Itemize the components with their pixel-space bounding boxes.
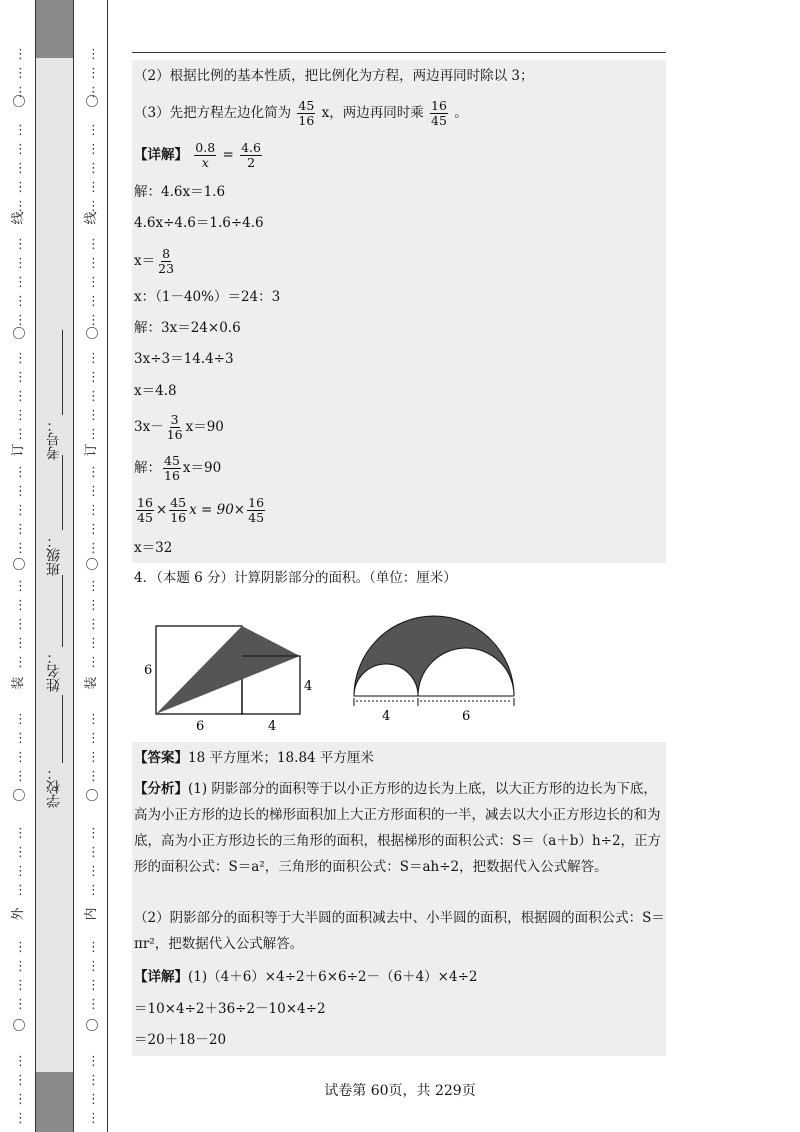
figure-semicircles xyxy=(346,604,522,728)
l8-prefix: 3x－ xyxy=(134,419,164,435)
frac-num: 4.6 xyxy=(241,140,261,155)
margin-dot: ⋮ xyxy=(87,959,100,974)
margin-dot: ⋮ xyxy=(87,294,100,309)
sol-line-5: 解：3x＝24×0.6 xyxy=(134,320,241,336)
margin-dot: ⋮ xyxy=(14,408,27,423)
margin-dot: ⋮ xyxy=(14,959,27,974)
margin-dot: ⋮ xyxy=(14,864,27,879)
frac-den: 16 xyxy=(166,427,183,442)
margin-char: 装 xyxy=(11,676,26,690)
margin-dot: ⋮ xyxy=(14,1092,27,1107)
margin-dot: ⋮ xyxy=(14,636,27,651)
margin-circle: 〇 xyxy=(85,327,99,342)
margin-dot: ⋮ xyxy=(14,845,27,860)
frac-den: 45 xyxy=(431,113,447,128)
margin-dot: ⋮ xyxy=(87,503,100,518)
fig2-label-left: 4 xyxy=(382,709,391,724)
margin-dot: ⋮ xyxy=(87,237,100,252)
frac-den: 23 xyxy=(158,261,175,276)
margin-dot: ⋮ xyxy=(87,85,100,100)
margin-dot: ⋮ xyxy=(14,617,27,632)
margin-dot: ⋮ xyxy=(14,731,27,746)
margin-dot: ⋮ xyxy=(87,351,100,366)
frac-den: 2 xyxy=(247,155,256,170)
margin-char: 装 xyxy=(84,676,99,690)
margin-char: 外 xyxy=(11,907,26,921)
margin-circle: 〇 xyxy=(85,95,99,110)
detail-line-2: ＝10×4÷2＋36÷2－10×4÷2 xyxy=(134,1001,326,1017)
l3-prefix: x＝ xyxy=(134,253,156,269)
l9-prefix: 解： xyxy=(134,460,161,476)
margin-dot: ⋮ xyxy=(87,427,100,442)
margin-dot: ⋮ xyxy=(87,845,100,860)
step3-line xyxy=(134,96,468,130)
detail-1-text: (1)（4＋6）×4÷2＋6×6÷2－（6＋4）×4÷2 xyxy=(188,969,478,985)
l10-fraction-b xyxy=(169,496,187,525)
margin-dot: ⋮ xyxy=(14,161,27,176)
margin-dot: ⋮ xyxy=(87,655,100,670)
l10-fraction-a xyxy=(136,496,154,525)
margin-dot: ⋮ xyxy=(87,750,100,765)
detail-eq1-line xyxy=(134,138,264,172)
margin-dot: ⋮ xyxy=(87,199,100,214)
fig1-label-right: 4 xyxy=(304,679,313,694)
sol-line-4: x：（1－40%）＝24：3 xyxy=(134,289,281,305)
margin-dot: ⋮ xyxy=(14,1073,27,1088)
margin-circle: 〇 xyxy=(12,789,26,804)
margin-dot: ⋮ xyxy=(14,123,27,138)
field-banji-line xyxy=(62,455,63,530)
answer-line xyxy=(134,748,374,768)
margin-dot: ⋮ xyxy=(14,541,27,556)
fig1-label-left: 6 xyxy=(144,663,153,678)
margin-dot: ⋮ xyxy=(14,237,27,252)
solution-shade xyxy=(132,60,666,563)
shaded-triangle xyxy=(156,626,300,714)
margin-dot: ⋮ xyxy=(87,180,100,195)
margin-dot: ⋮ xyxy=(87,408,100,423)
sol-line-7: x＝4.8 xyxy=(134,383,177,399)
step3-mid: x，两边再同时乘 xyxy=(321,105,424,121)
eq1-left-fraction xyxy=(194,141,216,170)
detail-label-2: 【详解】 xyxy=(134,969,188,985)
field-xuexiao: 学校： xyxy=(46,766,62,808)
l10-fraction-c xyxy=(247,496,265,525)
margin-dot: ⋮ xyxy=(14,769,27,784)
frac-den: x xyxy=(201,155,209,170)
sol-line-9 xyxy=(134,450,221,486)
margin-dot: ⋮ xyxy=(14,256,27,271)
margin-dot: ⋮ xyxy=(87,579,100,594)
margin-dot: ⋮ xyxy=(87,864,100,879)
band-top-cap xyxy=(36,0,73,58)
margin-dot: ⋮ xyxy=(14,579,27,594)
frac-num: 45 xyxy=(298,98,315,113)
step3-end: 。 xyxy=(454,105,468,121)
margin-circle: 〇 xyxy=(85,558,99,573)
margin-circle: 〇 xyxy=(12,95,26,110)
margin-dot: ⋮ xyxy=(14,389,27,404)
margin-dot: ⋮ xyxy=(14,66,27,81)
margin-dot: ⋮ xyxy=(87,123,100,138)
inner-dots xyxy=(84,0,100,1132)
analysis-label: 【分析】 xyxy=(134,781,188,797)
margin-dot: ⋮ xyxy=(87,1054,100,1069)
margin-dot: ⋮ xyxy=(14,997,27,1012)
margin-dot: ⋮ xyxy=(87,636,100,651)
margin-dot: ⋮ xyxy=(87,465,100,480)
answer-label: 【答案】 xyxy=(134,750,188,766)
step3-fraction2 xyxy=(430,99,448,128)
figure-squares xyxy=(138,618,328,740)
margin-dot: ⋮ xyxy=(14,351,27,366)
margin-dot: ⋮ xyxy=(87,161,100,176)
margin-dot: ⋮ xyxy=(14,826,27,841)
sol-line-3 xyxy=(134,243,177,279)
l10-times: × xyxy=(155,502,168,518)
margin-dot: ⋮ xyxy=(14,294,27,309)
field-banji: 班级： xyxy=(46,534,62,576)
margin-dot: ⋮ xyxy=(87,1111,100,1126)
margin-char: 内 xyxy=(84,907,99,921)
margin-dot: ⋮ xyxy=(87,598,100,613)
frac-den: 45 xyxy=(137,510,153,525)
frac-num: 16 xyxy=(248,495,265,510)
margin-circle: 〇 xyxy=(12,558,26,573)
frac-den: 45 xyxy=(248,510,265,525)
margin-dot: ⋮ xyxy=(14,313,27,328)
detail-line-3: ＝20＋18－20 xyxy=(134,1032,227,1048)
margin-dot: ⋮ xyxy=(87,940,100,955)
frac-den: 16 xyxy=(164,468,180,483)
sol-line-1: 解：4.6x＝1.6 xyxy=(134,184,226,200)
sol-line-11: x＝32 xyxy=(134,540,173,556)
detail-line-1 xyxy=(134,967,477,987)
margin-dot: ⋮ xyxy=(14,275,27,290)
margin-dot: ⋮ xyxy=(87,712,100,727)
margin-dot: ⋮ xyxy=(87,389,100,404)
sol-line-10 xyxy=(134,492,267,528)
content-border-line xyxy=(107,0,108,1132)
margin-char: 线 xyxy=(84,211,99,225)
margin-dot: ⋮ xyxy=(14,598,27,613)
fig1-label-bottom-left: 6 xyxy=(196,719,205,734)
margin-dot: ⋮ xyxy=(14,85,27,100)
margin-dot: ⋮ xyxy=(87,256,100,271)
frac-num: 45 xyxy=(170,495,187,510)
margin-dot: ⋮ xyxy=(14,883,27,898)
margin-dot: ⋮ xyxy=(87,142,100,157)
margin-circle: 〇 xyxy=(12,1019,26,1034)
margin-dot: ⋮ xyxy=(87,275,100,290)
margin-char: 订 xyxy=(11,443,26,457)
margin-dot: ⋮ xyxy=(87,769,100,784)
margin-dot: ⋮ xyxy=(87,66,100,81)
question4-title: 4．（本题 6 分）计算阴影部分的面积。（单位：厘米） xyxy=(134,570,457,586)
top-rule xyxy=(132,52,666,53)
margin-dot: ⋮ xyxy=(14,655,27,670)
eq1-equals: = xyxy=(222,147,234,163)
margin-dot: ⋮ xyxy=(87,313,100,328)
margin-dot: ⋮ xyxy=(87,541,100,556)
field-xingming: 姓名： xyxy=(46,650,62,692)
l8-fraction xyxy=(166,413,184,442)
margin-dot: ⋮ xyxy=(14,465,27,480)
l9-fraction xyxy=(163,454,181,483)
field-kaohao-line xyxy=(62,330,63,415)
margin-dot: ⋮ xyxy=(87,978,100,993)
analysis-1 xyxy=(134,776,666,880)
field-xingming-line xyxy=(62,575,63,647)
margin-dot: ⋮ xyxy=(87,484,100,499)
margin-dot: ⋮ xyxy=(14,1111,27,1126)
analysis-2: （2）阴影部分的面积等于大半圆的面积减去中、小半圆的面积，根据圆的面积公式：S＝πr²，把数据代入公式解答。 xyxy=(134,910,665,952)
outer-dots xyxy=(11,0,27,1132)
frac-num: 8 xyxy=(162,246,171,261)
step3-prefix: （3）先把方程左边化简为 xyxy=(134,105,292,121)
frac-num: 16 xyxy=(137,495,153,510)
l9-suffix: x＝90 xyxy=(182,460,222,476)
margin-dot: ⋮ xyxy=(14,712,27,727)
margin-dot: ⋮ xyxy=(87,826,100,841)
margin-dot: ⋮ xyxy=(14,47,27,62)
frac-num: 45 xyxy=(164,453,180,468)
margin-dot: ⋮ xyxy=(14,484,27,499)
margin-dot: ⋮ xyxy=(14,199,27,214)
margin-dot: ⋮ xyxy=(87,997,100,1012)
margin-dot: ⋮ xyxy=(14,940,27,955)
sol-line-8 xyxy=(134,409,224,445)
margin-circle: 〇 xyxy=(12,327,26,342)
l3-fraction xyxy=(157,247,175,276)
margin-dot: ⋮ xyxy=(87,370,100,385)
margin-dot: ⋮ xyxy=(14,427,27,442)
margin-dot: ⋮ xyxy=(14,978,27,993)
margin-dot: ⋮ xyxy=(14,503,27,518)
sol-line-6: 3x÷3＝14.4÷3 xyxy=(134,351,234,367)
margin-dot: ⋮ xyxy=(87,1073,100,1088)
margin-dot: ⋮ xyxy=(14,180,27,195)
margin-dot: ⋮ xyxy=(87,1092,100,1107)
margin-dot: ⋮ xyxy=(87,47,100,62)
margin-dot: ⋮ xyxy=(14,522,27,537)
field-xuexiao-line xyxy=(62,695,63,763)
margin-dot: ⋮ xyxy=(14,370,27,385)
margin-dot: ⋮ xyxy=(87,617,100,632)
margin-circle: 〇 xyxy=(85,1019,99,1034)
frac-den: 16 xyxy=(170,510,187,525)
sol-line-2: 4.6x÷4.6＝1.6÷4.6 xyxy=(134,215,264,231)
fig2-label-right: 6 xyxy=(462,709,471,724)
analysis-1-text: (1) 阴影部分的面积等于以小正方形的边长为上底，以大正方形的边长为下底，高为小正方形的边长的梯形面积加上大正方形面积的一半，减去以大小正方形边长的和为底，高为小正方形边长的三角形的面积，根据梯形的面积公式：S＝（a＋b）h÷2，正方形的面积公式：S＝a²，三角形的面积公式：S＝ah÷2，把数据代入公式解答。 xyxy=(134,781,662,875)
page-footer: 试卷第 60页，共 229页 xyxy=(324,1083,476,1099)
step3-fraction xyxy=(297,99,315,128)
margin-dot: ⋮ xyxy=(87,883,100,898)
frac-num: 3 xyxy=(170,412,179,427)
margin-circle: 〇 xyxy=(85,789,99,804)
detail-label: 【详解】 xyxy=(134,147,188,163)
margin-char: 线 xyxy=(11,211,26,225)
margin-dot: ⋮ xyxy=(14,142,27,157)
fig1-label-bottom-right: 4 xyxy=(268,719,277,734)
step2-text: （2）根据比例的基本性质，把比例化为方程，两边再同时除以 3； xyxy=(134,68,534,84)
margin-char: 订 xyxy=(84,443,99,457)
frac-num: 16 xyxy=(431,98,447,113)
field-kaohao: 考号： xyxy=(46,418,62,460)
l8-suffix: x＝90 xyxy=(185,419,224,435)
frac-den: 16 xyxy=(298,113,315,128)
l10-mid: x = 90× xyxy=(189,502,246,518)
margin-dot: ⋮ xyxy=(14,1054,27,1069)
margin-dot: ⋮ xyxy=(87,522,100,537)
eq1-right-fraction xyxy=(240,141,262,170)
frac-num: 0.8 xyxy=(195,140,216,155)
margin-dot: ⋮ xyxy=(14,750,27,765)
answer-text: 18 平方厘米；18.84 平方厘米 xyxy=(188,750,374,766)
margin-dot: ⋮ xyxy=(87,731,100,746)
